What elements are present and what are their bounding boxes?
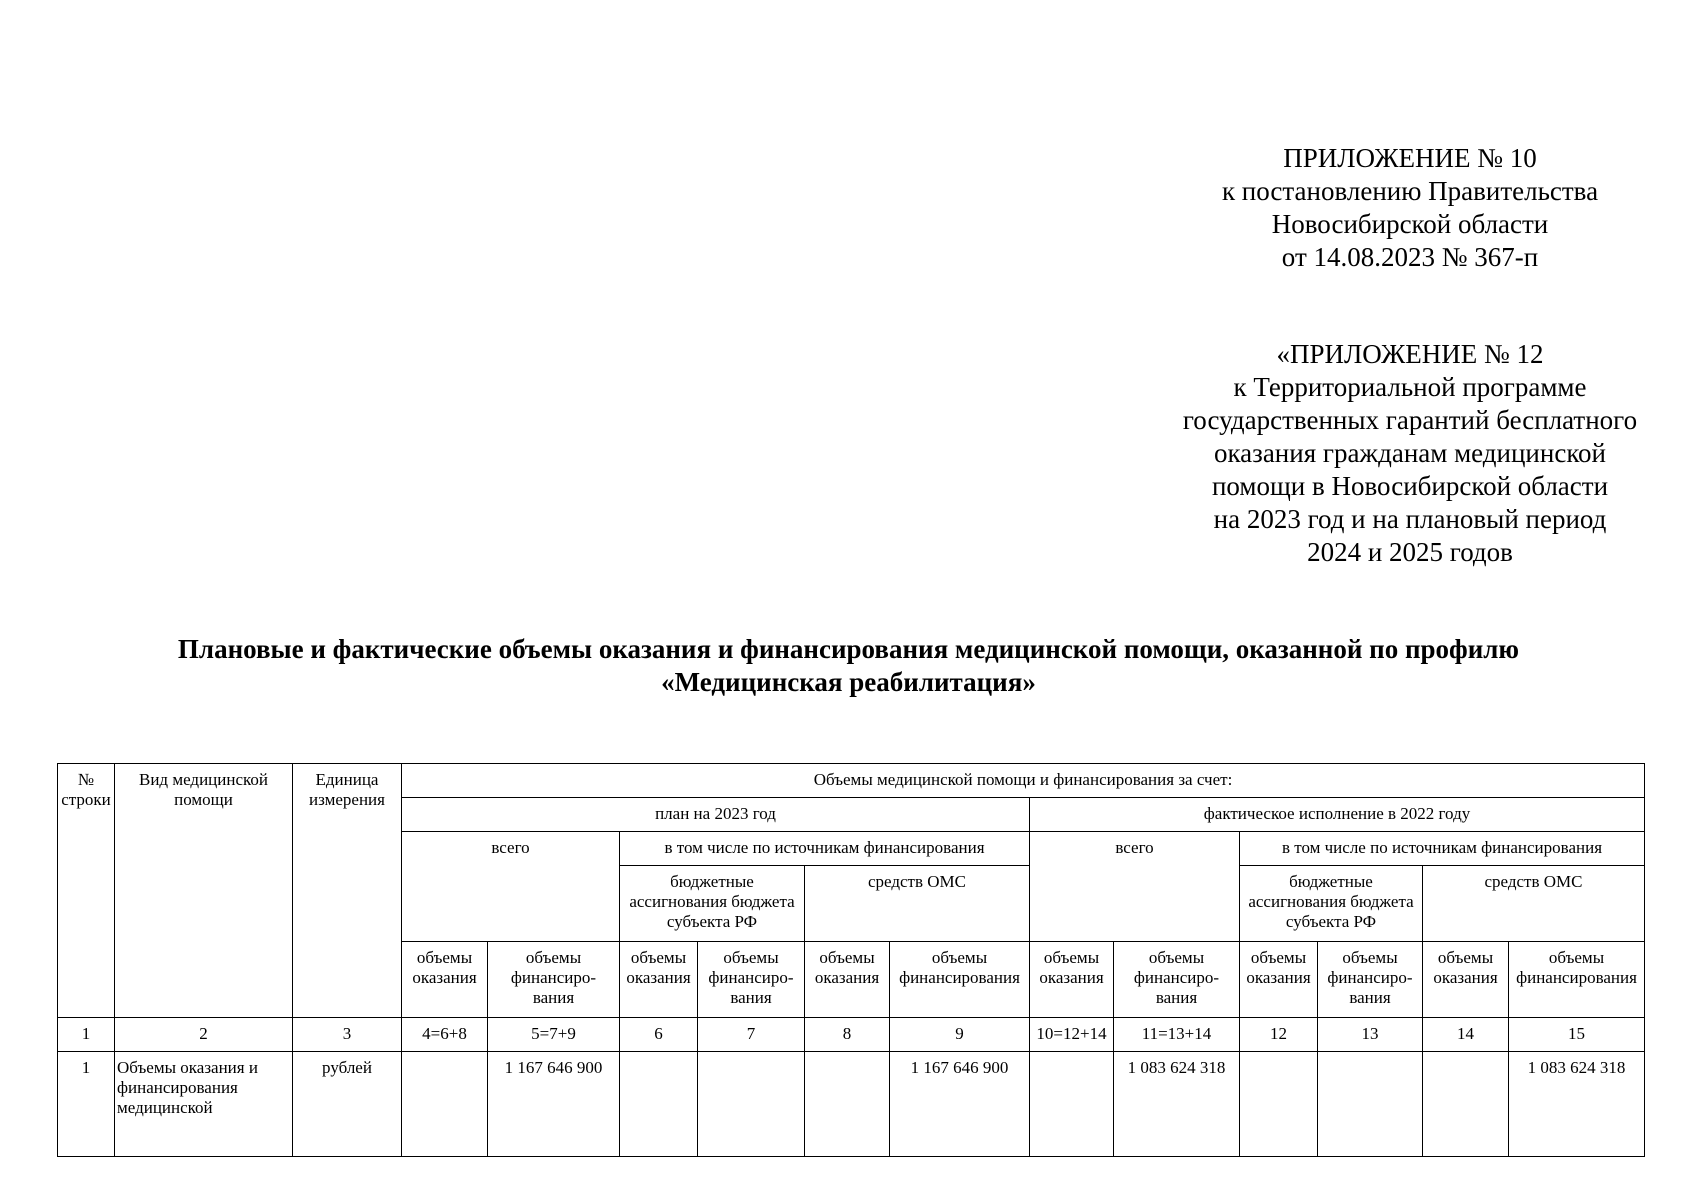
value-cell: [1030, 1052, 1114, 1157]
column-number-cell: 14: [1423, 1018, 1509, 1052]
row-number-cell: 1: [58, 1052, 115, 1157]
value-cell: [1423, 1052, 1509, 1157]
column-number-cell: 4=6+8: [402, 1018, 488, 1052]
header-fact-total: всего: [1030, 832, 1240, 942]
subheader-cell: объемы оказания: [1030, 942, 1114, 1018]
value-cell: [1318, 1052, 1423, 1157]
value-cell: 1 083 624 318: [1509, 1052, 1645, 1157]
column-number-cell: 13: [1318, 1018, 1423, 1052]
document-title: [0, 633, 1697, 699]
column-number-cell: 15: [1509, 1018, 1645, 1052]
header-fact-sources: в том числе по источникам финансирования: [1240, 832, 1645, 866]
column-number-cell: 7: [698, 1018, 805, 1052]
value-cell: [402, 1052, 488, 1157]
header-fact-oms: средств ОМС: [1423, 866, 1645, 942]
value-cell: [1240, 1052, 1318, 1157]
table-row: [58, 1052, 1645, 1157]
column-number-cell: 11=13+14: [1114, 1018, 1240, 1052]
header-fact-2022: фактическое исполнение в 2022 году: [1030, 798, 1645, 832]
subheader-cell: объемы финансиро- вания: [1318, 942, 1423, 1018]
column-number-cell: 9: [890, 1018, 1030, 1052]
appendix-12-line: на 2023 год и на плановый период: [1213, 504, 1607, 534]
header-care-kind: Вид медицинской помощи: [115, 764, 293, 1018]
appendix-12-line: помощи в Новосибирской области: [1211, 471, 1609, 501]
value-cell: 1 083 624 318: [1114, 1052, 1240, 1157]
value-cell: [805, 1052, 890, 1157]
subheader-cell: объемы финансиро- вания: [698, 942, 805, 1018]
header-plan-total: всего: [402, 832, 620, 942]
header-plan-sources: в том числе по источникам финансирования: [620, 832, 1030, 866]
document-title-line: «Медицинская реабилитация»: [661, 667, 1036, 697]
volumes-table: [57, 763, 1645, 1157]
column-number-cell: 1: [58, 1018, 115, 1052]
appendix-10-title: ПРИЛОЖЕНИЕ № 10: [1283, 143, 1537, 173]
column-number-cell: 6: [620, 1018, 698, 1052]
subheader-cell: объемы финансиро- вания: [1114, 942, 1240, 1018]
header-plan-budget: бюджетные ассигнования бюджета субъекта РФ: [620, 866, 805, 942]
subheader-cell: объемы финансиро- вания: [488, 942, 620, 1018]
appendix-12-line: государственных гарантий бесплатного: [1182, 405, 1638, 435]
column-number-cell: 5=7+9: [488, 1018, 620, 1052]
column-number-cell: 3: [293, 1018, 402, 1052]
header-volumes-group: Объемы медицинской помощи и финансирования за счет:: [402, 764, 1645, 798]
appendix-10-line: к постановлению Правительства: [1221, 176, 1599, 206]
appendix-12-header: [1110, 338, 1697, 569]
appendix-12-line: оказания гражданам медицинской: [1213, 438, 1607, 468]
header-row-number: № строки: [58, 764, 115, 1018]
value-cell: [698, 1052, 805, 1157]
appendix-10-line: Новосибирской области: [1271, 209, 1549, 239]
subheader-cell: объемы оказания: [402, 942, 488, 1018]
column-number-row: [58, 1018, 1645, 1052]
column-number-cell: 10=12+14: [1030, 1018, 1114, 1052]
header-fact-budget: бюджетные ассигнования бюджета субъекта РФ: [1240, 866, 1423, 942]
value-cell: [620, 1052, 698, 1157]
appendix-12-line: 2024 и 2025 годов: [1307, 537, 1513, 567]
care-kind-cell: Объемы оказания и финансирования медицинской: [115, 1052, 293, 1157]
header-unit: Единица измерения: [293, 764, 402, 1018]
subheader-cell: объемы оказания: [805, 942, 890, 1018]
subheader-cell: объемы финансирования: [890, 942, 1030, 1018]
subheader-cell: объемы оказания: [1423, 942, 1509, 1018]
subheader-cell: объемы оказания: [1240, 942, 1318, 1018]
subheader-cell: объемы финансирования: [1509, 942, 1645, 1018]
appendix-10-date: от 14.08.2023 № 367-п: [1281, 242, 1539, 272]
appendix-10-header: [1160, 142, 1660, 274]
appendix-12-title: «ПРИЛОЖЕНИЕ № 12: [1276, 339, 1544, 369]
column-number-cell: 2: [115, 1018, 293, 1052]
column-number-cell: 12: [1240, 1018, 1318, 1052]
table-header-row: [58, 764, 1645, 798]
appendix-12-line: к Территориальной программе: [1233, 372, 1587, 402]
column-number-cell: 8: [805, 1018, 890, 1052]
unit-cell: рублей: [293, 1052, 402, 1157]
value-cell: 1 167 646 900: [890, 1052, 1030, 1157]
document-title-line: Плановые и фактические объемы оказания и финансирования медицинской помощи, оказанной по профилю: [177, 634, 1520, 664]
value-cell: 1 167 646 900: [488, 1052, 620, 1157]
subheader-cell: объемы оказания: [620, 942, 698, 1018]
header-plan-oms: средств ОМС: [805, 866, 1030, 942]
header-plan-2023: план на 2023 год: [402, 798, 1030, 832]
